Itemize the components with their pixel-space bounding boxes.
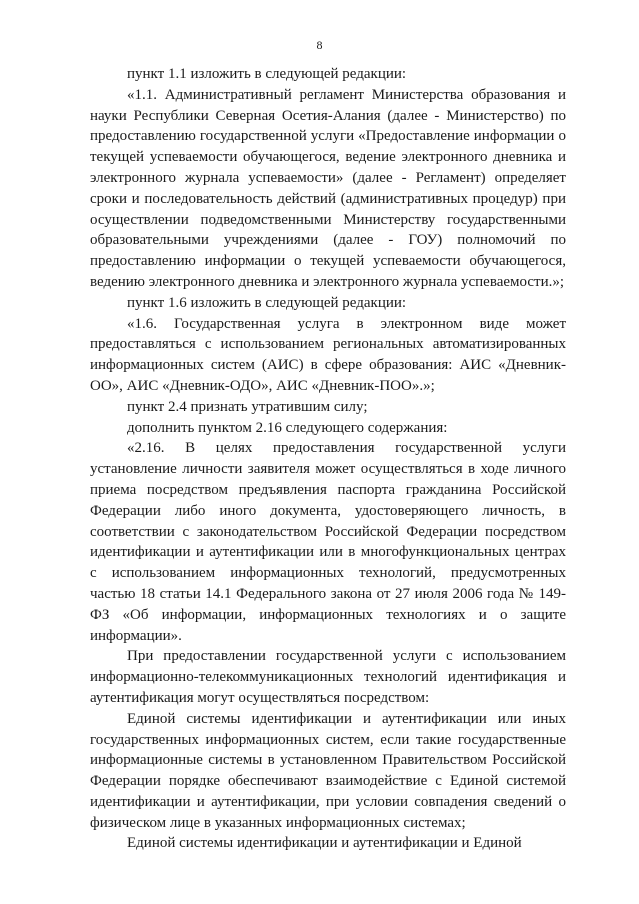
- paragraph-7: «2.16. В целях предоставления государственной услуги установление личности заявителя может осуществляться в ходе личного приема посредством предъявления паспорта гражданина Российской Федерации либо иного документа, удостоверяющего личность, в соответствии с законодательством Российской Федерации посредством идентификации и аутентификации или в многофункциональных центрах с использованием информационных технологий, предусмотренных частью 18 статьи 14.1 Федерального закона от 27 июля 2006 года № 149-ФЗ «Об информации, информационных технологиях и о защите информации».: [90, 440, 566, 644]
- paragraph-3: пункт 1.6 изложить в следующей редакции:: [127, 294, 407, 311]
- page-number: 8: [316, 38, 323, 52]
- paragraph-2: «1.1. Административный регламент Министерства образования и науки Республики Северная Осетия-Алания (далее - Министерство) по предоставлению государственной услуги «Предоставление информации о текущей успеваемости обучающегося, ведение электронного дневника и электронного журнала успеваемости» (далее - Регламент) определяет сроки и последовательность действий (административных процедур) при осуществлении подведомственными Министерству государственными образовательными учреждениями (далее - ГОУ) полномочий по предоставлению информации о текущей успеваемости обучающегося, ведению электронного дневника и электронного журнала успеваемости.»;: [90, 86, 566, 290]
- paragraph-4: «1.6. Государственная услуга в электронном виде может предоставляться с использованием региональных автоматизированных информационных систем (АИС) в сфере образования: АИС «Дневник-ОО», АИС «Дневник-ОДО», АИС «Дневник-ПОО».»;: [90, 315, 566, 394]
- document-body: [90, 64, 566, 854]
- paragraph-5: пункт 2.4 признать утратившим силу;: [127, 398, 368, 415]
- paragraph-6: дополнить пунктом 2.16 следующего содержания:: [127, 419, 448, 436]
- paragraph-1: пункт 1.1 изложить в следующей редакции:: [127, 66, 407, 82]
- paragraph-8: При предоставлении государственной услуги с использованием информационно-телекоммуникационных технологий идентификация и аутентификация могут осуществляться посредством:: [90, 648, 566, 706]
- paragraph-9: Единой системы идентификации и аутентификации или иных государственных информационных систем, если такие государственные информационные системы в установленном Правительством Российской Федерации порядке обеспечивают взаимодействие с Единой системой идентификации и аутентификации, при условии совпадения сведений о физическом лице в указанных информационных системах;: [90, 710, 566, 831]
- paragraph-10: Единой системы идентификации и аутентификации и Единой: [127, 835, 522, 852]
